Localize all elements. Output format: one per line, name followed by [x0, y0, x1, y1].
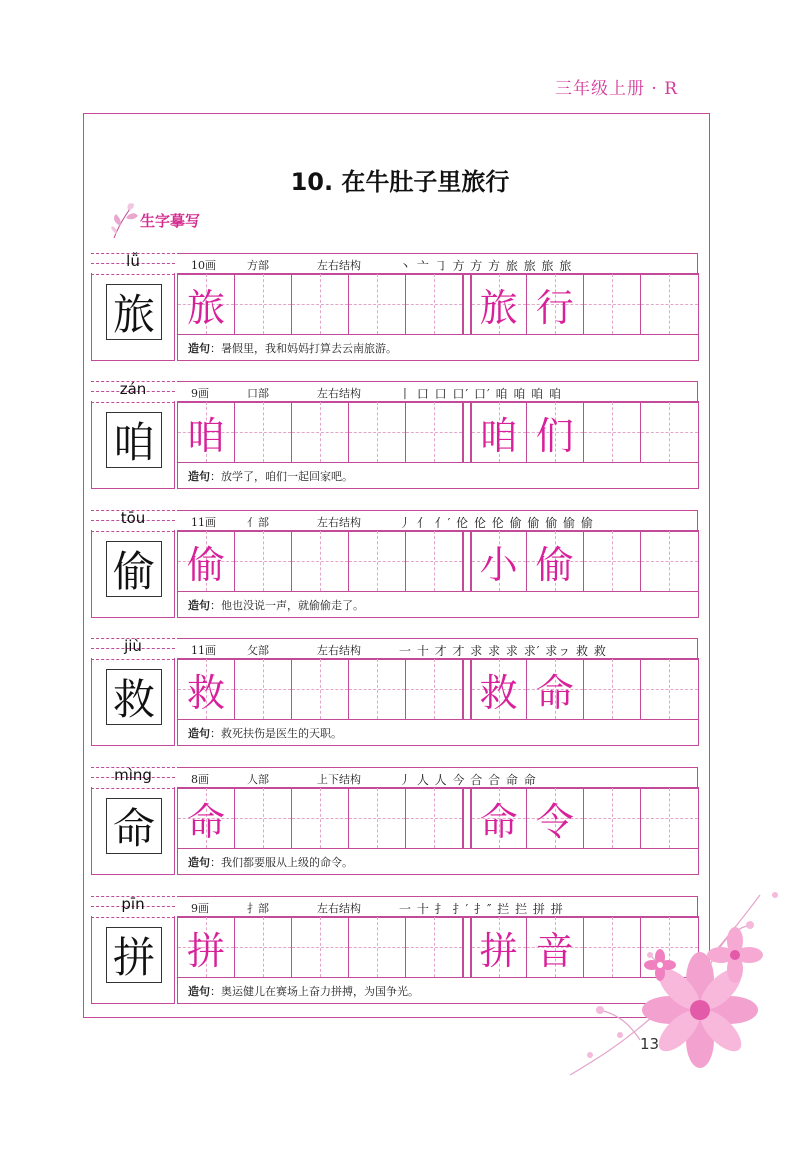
- trace-character: 旅: [479, 285, 518, 330]
- writing-cell[interactable]: [235, 788, 292, 848]
- writing-cell[interactable]: [235, 917, 292, 977]
- writing-cell[interactable]: [527, 274, 584, 334]
- writing-cell[interactable]: [349, 659, 406, 719]
- writing-grid: [177, 787, 699, 849]
- example-sentence: ：放学了，咱们一起回家吧。: [210, 470, 353, 483]
- trace-character: 旅: [187, 285, 226, 330]
- structure: 左右结构: [317, 259, 361, 272]
- writing-cell[interactable]: [178, 659, 235, 719]
- example-sentence: ：暑假里，我和妈妈打算去云南旅游。: [210, 342, 397, 355]
- info-row: [177, 510, 698, 532]
- writing-grid: [177, 658, 699, 720]
- grade-label: 三年级上册 · R: [554, 79, 678, 99]
- writing-cell[interactable]: [235, 402, 292, 462]
- pinyin-box: [91, 381, 175, 403]
- writing-cell[interactable]: [178, 917, 235, 977]
- character-panel: [91, 273, 175, 361]
- main-character: 偷: [106, 541, 162, 597]
- pinyin: pīn: [121, 895, 145, 913]
- writing-cell[interactable]: [584, 274, 641, 334]
- writing-cell[interactable]: [292, 274, 349, 334]
- writing-cell[interactable]: [470, 402, 527, 462]
- writing-cell[interactable]: [641, 788, 698, 848]
- radical: 攵部: [247, 644, 269, 657]
- writing-cell[interactable]: [349, 274, 406, 334]
- trace-character: 音: [535, 928, 574, 973]
- pinyin: mìng: [114, 766, 152, 784]
- writing-grid: [177, 401, 699, 463]
- sentence-row: [177, 463, 699, 489]
- info-row: [177, 767, 698, 789]
- pinyin: tōu: [120, 509, 146, 527]
- structure: 左右结构: [317, 902, 361, 915]
- writing-cell[interactable]: [527, 531, 584, 591]
- writing-grid: [177, 273, 699, 335]
- stroke-order: 丶 亠 ㇆ 方 方 方 旅 旅 旅 旅: [399, 259, 573, 273]
- example-sentence: ：救死扶伤是医生的天职。: [210, 727, 342, 740]
- writing-cell[interactable]: [406, 274, 463, 334]
- main-character: 咱: [106, 412, 162, 468]
- pinyin-box: [91, 510, 175, 532]
- trace-character: 救: [187, 670, 226, 715]
- writing-cell[interactable]: [641, 274, 698, 334]
- writing-cell[interactable]: [292, 788, 349, 848]
- example-sentence: ：他也没说一声，就偷偷走了。: [210, 599, 364, 612]
- stroke-count: 8画: [191, 773, 209, 786]
- writing-cell[interactable]: [641, 402, 698, 462]
- stroke-order: 丿 人 人 今 合 合 命 命: [399, 773, 537, 787]
- writing-cell[interactable]: [527, 402, 584, 462]
- sentence-row: [177, 720, 699, 746]
- radical: 口部: [247, 387, 269, 400]
- writing-cell[interactable]: [584, 788, 641, 848]
- pinyin: jiù: [124, 637, 142, 655]
- writing-cell[interactable]: [349, 917, 406, 977]
- pinyin-box: [91, 767, 175, 789]
- trace-character: 命: [535, 670, 574, 715]
- writing-cell[interactable]: [527, 659, 584, 719]
- trace-character: 们: [535, 413, 574, 458]
- trace-character: 命: [479, 799, 518, 844]
- writing-cell[interactable]: [470, 531, 527, 591]
- trace-character: 偷: [535, 542, 574, 587]
- sentence-label: 造句: [188, 985, 210, 998]
- writing-cell[interactable]: [178, 531, 235, 591]
- section-title: 生字摹写: [140, 212, 201, 230]
- trace-character: 令: [535, 799, 574, 844]
- structure: 上下结构: [317, 773, 361, 786]
- info-row: [177, 253, 698, 275]
- structure: 左右结构: [317, 387, 361, 400]
- trace-character: 咱: [479, 413, 518, 458]
- radical: 人部: [247, 773, 269, 786]
- writing-cell[interactable]: [470, 788, 527, 848]
- pinyin: lǚ: [126, 252, 140, 270]
- trace-character: 拼: [187, 928, 226, 973]
- orchid-icon: [108, 200, 142, 240]
- writing-cell[interactable]: [178, 402, 235, 462]
- main-character: 命: [106, 798, 162, 854]
- writing-cell[interactable]: [470, 659, 527, 719]
- stroke-count: 9画: [191, 387, 209, 400]
- sentence-label: 造句: [188, 727, 210, 740]
- writing-cell[interactable]: [235, 274, 292, 334]
- stroke-order: 一 十 才 才 求 求 求 求′ 求ㇷ 救 救: [399, 644, 607, 658]
- writing-cell[interactable]: [406, 531, 463, 591]
- stroke-count: 10画: [191, 259, 216, 272]
- radical: 亻部: [247, 516, 269, 529]
- stroke-count: 9画: [191, 902, 209, 915]
- stroke-count: 11画: [191, 644, 216, 657]
- stroke-order: 丨 口 口 口′ 口′ 咱 咱 咱 咱: [399, 387, 562, 401]
- writing-cell[interactable]: [349, 531, 406, 591]
- character-entry: [91, 381, 699, 489]
- writing-cell[interactable]: [235, 531, 292, 591]
- writing-cell[interactable]: [292, 402, 349, 462]
- example-sentence: ：我们都要服从上级的命令。: [210, 856, 353, 869]
- trace-character: 咱: [187, 413, 226, 458]
- character-panel: [91, 658, 175, 746]
- sentence-row: [177, 335, 699, 361]
- writing-cell[interactable]: [584, 659, 641, 719]
- character-panel: [91, 401, 175, 489]
- info-row: [177, 381, 698, 403]
- writing-cell[interactable]: [470, 274, 527, 334]
- writing-cell[interactable]: [292, 659, 349, 719]
- sentence-label: 造句: [188, 470, 210, 483]
- sentence-label: 造句: [188, 856, 210, 869]
- structure: 左右结构: [317, 516, 361, 529]
- character-panel: [91, 787, 175, 875]
- trace-character: 救: [479, 670, 518, 715]
- structure: 左右结构: [317, 644, 361, 657]
- writing-cell[interactable]: [292, 531, 349, 591]
- pinyin: zán: [119, 380, 147, 398]
- radical: 扌部: [247, 902, 269, 915]
- trace-character: 行: [535, 285, 574, 330]
- sentence-label: 造句: [188, 342, 210, 355]
- pinyin-box: [91, 253, 175, 275]
- character-panel: [91, 916, 175, 1004]
- radical: 方部: [247, 259, 269, 272]
- page-number: 13: [640, 1035, 660, 1053]
- sentence-row: [177, 592, 699, 618]
- writing-cell[interactable]: [470, 917, 527, 977]
- trace-character: 偷: [187, 542, 226, 587]
- writing-cell[interactable]: [349, 788, 406, 848]
- trace-character: 命: [187, 799, 226, 844]
- writing-cell[interactable]: [584, 531, 641, 591]
- writing-cell[interactable]: [235, 659, 292, 719]
- writing-cell[interactable]: [178, 274, 235, 334]
- pinyin-box: [91, 896, 175, 918]
- example-sentence: ：奥运健儿在赛场上奋力拼搏，为国争光。: [210, 985, 419, 998]
- stroke-order: 一 十 扌 扌′ 扌″ 拦 拦 拼 拼: [399, 902, 564, 916]
- main-character: 救: [106, 669, 162, 725]
- writing-cell[interactable]: [641, 531, 698, 591]
- writing-cell[interactable]: [406, 402, 463, 462]
- writing-cell[interactable]: [349, 402, 406, 462]
- writing-cell[interactable]: [584, 402, 641, 462]
- sentence-label: 造句: [188, 599, 210, 612]
- writing-cell[interactable]: [178, 788, 235, 848]
- trace-character: 小: [479, 542, 518, 587]
- writing-cell[interactable]: [527, 788, 584, 848]
- character-entry: [91, 638, 699, 746]
- writing-cell[interactable]: [406, 659, 463, 719]
- stroke-count: 11画: [191, 516, 216, 529]
- lesson-title: 10. 在牛肚子里旅行: [290, 168, 510, 196]
- writing-cell[interactable]: [406, 788, 463, 848]
- pinyin-box: [91, 638, 175, 660]
- main-character: 旅: [106, 284, 162, 340]
- writing-cell[interactable]: [292, 917, 349, 977]
- character-panel: [91, 530, 175, 618]
- character-entry: [91, 253, 699, 361]
- writing-cell[interactable]: [406, 917, 463, 977]
- character-entry: [91, 510, 699, 618]
- trace-character: 拼: [479, 928, 518, 973]
- writing-grid: [177, 530, 699, 592]
- main-character: 拼: [106, 927, 162, 983]
- info-row: [177, 638, 698, 660]
- flower-decoration: [560, 855, 800, 1085]
- stroke-order: 丿 亻 亻′ 伦 伦 伦 偷 偷 偷 偷 偷: [399, 516, 594, 530]
- writing-cell[interactable]: [641, 659, 698, 719]
